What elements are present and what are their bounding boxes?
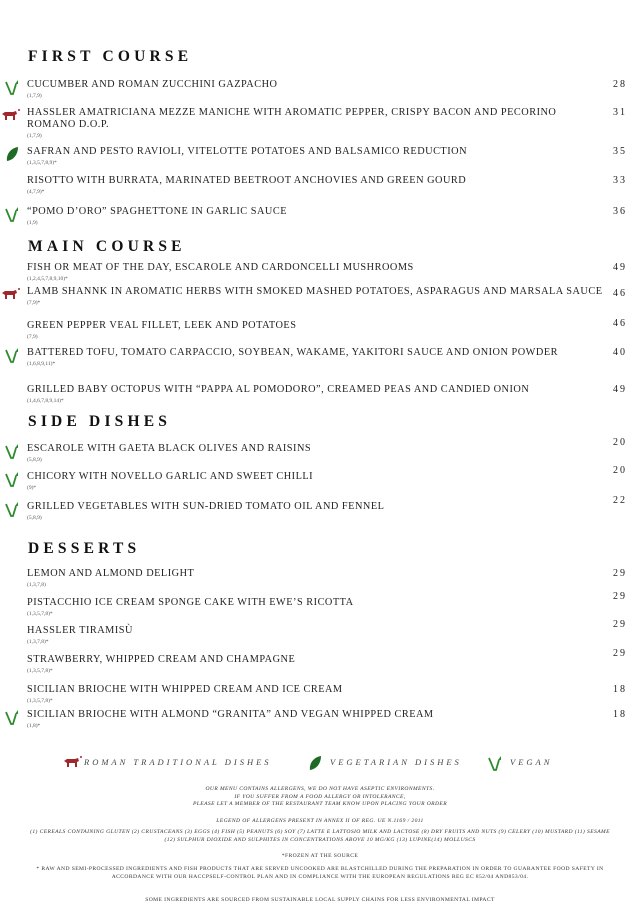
leaf-icon bbox=[5, 146, 21, 162]
vegan-icon bbox=[5, 79, 21, 95]
sustainability-note: SOME INGREDIENTS ARE SOURCED FROM SUSTAINABLE LOCAL SUPPLY CHAINS FOR LESS ENVIRONMENTAL IMPACT bbox=[145, 897, 495, 903]
frozen-note: *FROZEN AT THE SOURCE bbox=[281, 853, 359, 859]
item-name: GREEN PEPPER VEAL FILLET, LEEK AND POTATOES bbox=[27, 320, 297, 331]
item-name: BATTERED TOFU, TOMATO CARPACCIO, SOYBEAN, WAKAME, YAKITORI SAUCE AND ONION POWDER bbox=[27, 347, 558, 358]
item-allergens: (1,9) bbox=[27, 220, 38, 226]
legend-vegetarian-label: VEGETARIAN DISHES bbox=[330, 756, 462, 767]
vegan-icon bbox=[5, 347, 21, 363]
item-allergens: (1,3,5,7,8)* bbox=[27, 668, 53, 674]
vegan-icon bbox=[5, 501, 21, 517]
item-allergens: (1,3,5,7,8)* bbox=[27, 698, 53, 704]
item-name: LAMB SHANNK IN AROMATIC HERBS WITH SMOKED MASHED POTATOES, ASPARAGUS AND MARSALA SAUCE bbox=[27, 286, 603, 297]
item-price: 35 bbox=[613, 146, 627, 157]
leaf-icon bbox=[308, 755, 324, 771]
section-heading: SIDE DISHES bbox=[28, 413, 172, 430]
section-heading: MAIN COURSE bbox=[28, 238, 186, 255]
allergen-legend-title: LEGEND OF ALLERGENS PRESENT IN ANNEX II OF REG. UE N.1169 / 2011 bbox=[216, 818, 424, 824]
item-price: 28 bbox=[613, 79, 627, 90]
item-name: GRILLED BABY OCTOPUS WITH “PAPPA AL POMODORO”, CREAMED PEAS AND CANDIED ONION bbox=[27, 384, 530, 395]
item-price: 18 bbox=[613, 709, 627, 720]
item-allergens: (5,8,9) bbox=[27, 515, 42, 521]
item-name: SICILIAN BRIOCHE WITH WHIPPED CREAM AND ICE CREAM bbox=[27, 684, 343, 695]
allergen-list: (1) CEREALS CONTAINING GLUTEN (2) CRUSTACEANS (3) EGGS (4) FISH (5) PEANUTS (6) SOY (7) LATTE E LATTOSIO MILK AND LACTOSE (8) DRY FRUITS AND NUTS (9) CELERY (10) MUSTARD (11) SESAME (12) SULPHUR DIOXIDE AND SULPHITES IN CONCENTRATIONS ABOVE 10 MG/KG (13) LUPINE(14) MOLLUSCS bbox=[30, 829, 610, 843]
item-name: CUCUMBER AND ROMAN ZUCCHINI GAZPACHO bbox=[27, 79, 278, 90]
item-allergens: (4,7,9)* bbox=[27, 189, 45, 195]
item-allergens: (1,4,6,7,8,9,14)* bbox=[27, 398, 64, 404]
vegan-icon bbox=[5, 709, 21, 725]
item-price: 36 bbox=[613, 206, 627, 217]
item-name: GRILLED VEGETABLES WITH SUN-DRIED TOMATO OIL AND FENNEL bbox=[27, 501, 385, 512]
item-name: RISOTTO WITH BURRATA, MARINATED BEETROOT ANCHOVIES AND GREEN GOURD bbox=[27, 175, 467, 186]
roman-wolf-icon bbox=[62, 755, 78, 771]
item-price: 33 bbox=[613, 175, 627, 186]
item-allergens: (1,8)* bbox=[27, 723, 41, 729]
item-price: 29 bbox=[613, 619, 627, 630]
item-name: “POMO D’ORO” SPAGHETTONE IN GARLIC SAUCE bbox=[27, 206, 287, 217]
item-allergens: (1,7,9) bbox=[27, 93, 42, 99]
legend-roman-label: ROMAN TRADITIONAL DISHES bbox=[84, 756, 272, 767]
item-price: 20 bbox=[613, 465, 627, 476]
item-name: HASSLER AMATRICIANA MEZZE MANICHE WITH AROMATIC PEPPER, CRISPY BACON AND PECORINO ROMANO D.O.P. bbox=[27, 107, 557, 130]
item-name: HASSLER TIRAMISÙ bbox=[27, 625, 133, 636]
item-name: CHICORY WITH NOVELLO GARLIC AND SWEET CHILLI bbox=[27, 471, 314, 482]
vegan-icon bbox=[5, 471, 21, 487]
vegan-icon bbox=[488, 755, 504, 771]
item-allergens: (1,3,7,8) bbox=[27, 582, 46, 588]
allergy-notice-line: IF YOU SUFFER FROM A FOOD ALLERGY OR INTOLERANCE, bbox=[234, 793, 406, 800]
item-allergens: (7,9) bbox=[27, 334, 38, 340]
item-allergens: (1,3,5,7,8)* bbox=[27, 611, 53, 617]
item-name: FISH OR MEAT OF THE DAY, ESCAROLE AND CARDONCELLI MUSHROOMS bbox=[27, 262, 414, 273]
section-heading: FIRST COURSE bbox=[28, 48, 193, 65]
legend-vegan-label: VEGAN bbox=[510, 756, 553, 767]
item-allergens: (5,8,9) bbox=[27, 457, 42, 463]
item-name: LEMON AND ALMOND DELIGHT bbox=[27, 568, 195, 579]
legend-vegan bbox=[488, 755, 552, 771]
item-price: 20 bbox=[613, 437, 627, 448]
allergy-notice-line: OUR MENU CONTAINS ALLERGENS, WE DO NOT HAVE ASEPTIC ENVIRONMENTS. bbox=[205, 786, 435, 792]
section-heading: DESSERTS bbox=[28, 540, 141, 557]
item-price: 18 bbox=[613, 684, 627, 695]
item-price: 29 bbox=[613, 648, 627, 659]
item-name: SAFRAN AND PESTO RAVIOLI, VITELOTTE POTATOES AND BALSAMICO REDUCTION bbox=[27, 146, 468, 157]
item-price: 49 bbox=[613, 384, 627, 395]
allergy-notice-line: PLEASE LET A MEMBER OF THE RESTAURANT TEAM KNOW UPON PLACING YOUR ORDER bbox=[192, 801, 448, 807]
item-price: 29 bbox=[613, 591, 627, 602]
item-name: PISTACCHIO ICE CREAM SPONGE CAKE WITH EWE’S RICOTTA bbox=[27, 597, 354, 608]
item-price: 29 bbox=[613, 568, 627, 579]
item-allergens: (1,7,9) bbox=[27, 133, 42, 139]
item-name: SICILIAN BRIOCHE WITH ALMOND “GRANITA” AND VEGAN WHIPPED CREAM bbox=[27, 709, 434, 720]
item-price: 40 bbox=[613, 347, 627, 358]
item-price: 46 bbox=[613, 318, 627, 329]
item-price: 22 bbox=[613, 495, 627, 506]
roman-wolf-icon bbox=[0, 286, 16, 302]
item-price: 49 bbox=[613, 262, 627, 273]
allergy-notice bbox=[20, 786, 620, 809]
roman-wolf-icon bbox=[0, 107, 16, 123]
item-allergens: (1,3,7,8)* bbox=[27, 639, 49, 645]
item-price: 31 bbox=[613, 107, 627, 118]
item-allergens: (7,9)* bbox=[27, 300, 41, 306]
item-price: 46 bbox=[613, 288, 627, 299]
item-name: STRAWBERRY, WHIPPED CREAM AND CHAMPAGNE bbox=[27, 654, 296, 665]
item-allergens: (1,3,5,7,8,9)* bbox=[27, 160, 57, 166]
item-allergens: (1,6,8,9,11)* bbox=[27, 361, 56, 367]
item-name: ESCAROLE WITH GAETA BLACK OLIVES AND RAISINS bbox=[27, 443, 312, 454]
legend-vegetarian bbox=[308, 755, 462, 771]
vegan-icon bbox=[5, 206, 21, 222]
raw-notice: * RAW AND SEMI-PROCESSED INGREDIENTS AND FISH PRODUCTS THAT ARE SERVED UNCOOKED ARE BLASTCHILLED DURING THE PREPARATION IN ORDER TO GUARANTEE FOOD SAFETY IN ACCORDANCE WITH OUR HACCPSELF-CONTROL PLAN AND IN COMPLIANCE WITH THE EUROPEAN REGULATIONS REG EC 852/04 AND853/04. bbox=[36, 866, 604, 880]
legend-roman bbox=[62, 755, 272, 771]
item-allergens: (9)* bbox=[27, 485, 37, 491]
vegan-icon bbox=[5, 443, 21, 459]
item-allergens: (1,2,4,5,7,8,9,10)* bbox=[27, 276, 68, 282]
